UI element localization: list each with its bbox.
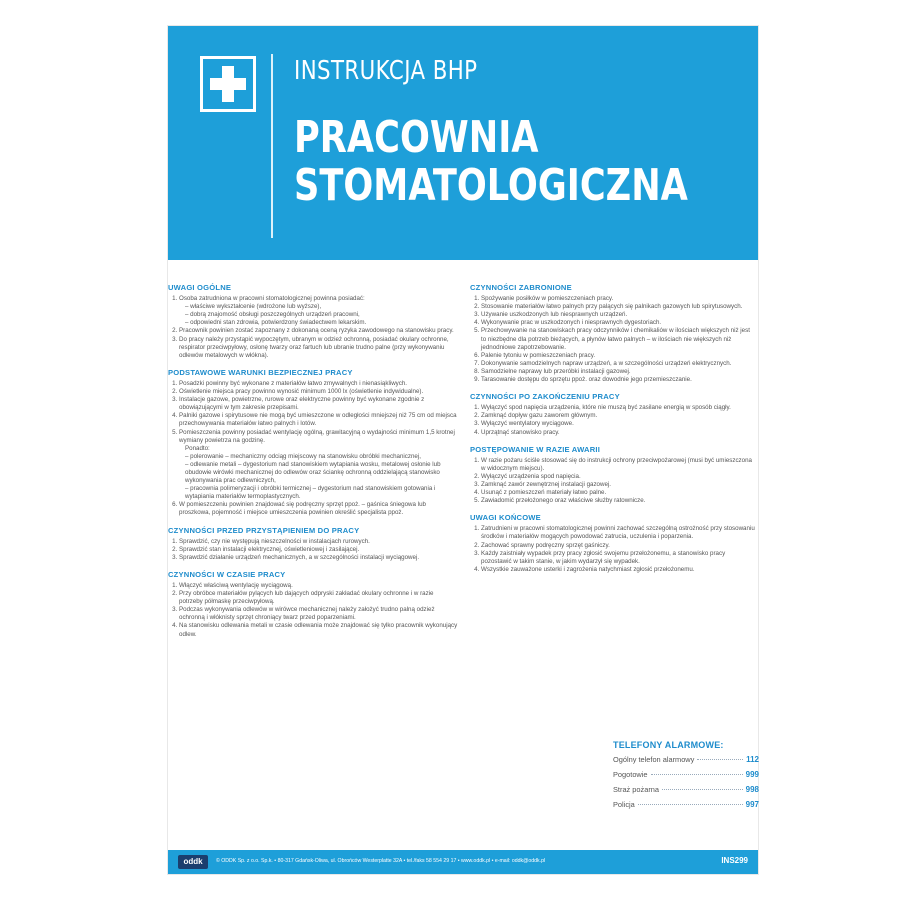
list-item <box>481 497 756 505</box>
list-item-text: Pomieszczenia powinny posiadać wentylację ogólną, grawitacyjną o wydajności minimum 1,5 krotnej wymiany powietrza na godzinę. <box>179 428 455 444</box>
section-list <box>470 295 756 384</box>
list-item-text: Używanie uszkodzonych lub niesprawnych urządzeń. <box>481 311 628 319</box>
list-item <box>179 538 458 546</box>
list-item-text: Stosowanie materiałów łatwo palnych przy palących się palnikach gazowych lub spirytusowych. <box>481 303 743 311</box>
list-item-text: Zamknąć dopływ gazu zaworem głównym. <box>481 412 598 420</box>
list-item-text: – właściwe wykształcenie (wdrożone lub wyższe), <box>185 303 322 311</box>
list-item <box>481 360 756 368</box>
phone-label: Pogotowie <box>613 770 648 779</box>
list-item <box>481 481 756 489</box>
list-item-text: W razie pożaru ściśle stosować się do instrukcji ochrony przeciwpożarowej (musi być umieszczona w widocznym miejscu). <box>481 456 752 472</box>
section-title: PODSTAWOWE WARUNKI BEZPIECZNEJ PRACY <box>168 367 353 377</box>
phone-number[interactable]: 997 <box>745 800 759 809</box>
phone-row <box>613 785 759 794</box>
section-list <box>470 525 756 574</box>
dot-leader <box>638 804 743 805</box>
list-item-text: Uprzątnąć stanowisko pracy. <box>481 428 560 436</box>
section-title: POSTĘPOWANIE W RAZIE AWARII <box>470 444 600 454</box>
list-item-text: Oświetlenie miejsca pracy powinno wynosić minimum 1000 lx (oświetlenie indywidualne). <box>179 388 424 396</box>
section-list <box>470 457 756 506</box>
phone-row <box>613 800 759 809</box>
list-item <box>481 311 756 319</box>
list-item-text: Spożywanie posiłków w pomieszczeniach pracy. <box>481 295 614 303</box>
list-item <box>179 336 458 360</box>
section <box>168 527 458 562</box>
list-item-text: – pracownia polimeryzacji i obróbki termicznej – dygestorium nad stanowiskiem gotowania i wytapiania materiałów termoplastycznych. <box>185 485 436 501</box>
list-item <box>179 582 458 590</box>
list-item-text: – odlewanie metali – dygestorium nad stanowiskiem wytapiania wosku, metalowej osłonie lub obudowie wirówki mechanicznej do odlewów oraz ściankę ochronną oddzielającą stanowisko wykonywania prac odlewniczych, <box>185 460 441 485</box>
dot-leader <box>662 789 743 790</box>
section-list <box>168 380 458 518</box>
list-item <box>179 412 458 428</box>
list-item-text: Do pracy należy przystąpić wypoczętym, ubranym w odzież ochronną, posiadać okulary ochronne, respirator przeciwpyłowy, osłonę twarzy oraz fartuch lub ubranie trudno palne (przy wykonywaniu odlewów metalowych w włókna). <box>179 335 449 359</box>
phone-number[interactable]: 998 <box>745 785 759 794</box>
list-item-text: – dobrą znajomość obsługi poszczególnych urządzeń pracowni, <box>185 311 360 319</box>
phone-label: Straż pożarna <box>613 785 660 794</box>
section <box>470 446 756 506</box>
phones-title: TELEFONY ALARMOWE: <box>613 740 724 750</box>
list-item <box>481 303 756 311</box>
list-item <box>179 554 458 562</box>
header-banner <box>168 26 758 260</box>
phone-number[interactable]: 999 <box>745 770 759 779</box>
section-list <box>470 404 756 436</box>
header-subtitle: INSTRUKCJA BHP <box>294 56 478 86</box>
list-item <box>481 404 756 412</box>
list-item <box>179 327 458 335</box>
list-item <box>179 622 458 638</box>
list-item-text: Osoba zatrudniona w pracowni stomatologicznej powinna posiadać: <box>179 295 365 303</box>
section <box>168 369 458 518</box>
section-list <box>168 538 458 562</box>
list-item <box>481 420 756 428</box>
list-item <box>481 457 756 473</box>
list-item-text: Wyłączyć spod napięcia urządzenia, które nie muszą być zasilane energią w sposób ciągły. <box>481 404 731 412</box>
list-item <box>481 295 756 303</box>
list-item-text: Dokonywanie samodzielnych napraw urządzeń, a w szczególności urządzeń elektrycznych. <box>481 359 732 367</box>
list-item-text: Każdy zaistniały wypadek przy pracy zgłosić swojemu przełożonemu, a stanowisko pracy pozostawić w takim stanie, w jakim wydarzył się wypadek. <box>481 549 726 565</box>
emergency-phones <box>613 740 759 815</box>
section <box>470 514 756 574</box>
list-item-text: Podczas wykonywania odlewów w wirówce mechanicznej należy założyć trudno palną odzież ochronną i włóknisty sprzęt chroniący twarz przed poparzeniami. <box>179 606 435 622</box>
list-item <box>481 566 756 574</box>
right-column <box>470 284 756 583</box>
section <box>168 284 458 360</box>
footer-bar <box>168 850 758 874</box>
list-item <box>179 396 458 412</box>
dot-leader <box>651 774 743 775</box>
list-item <box>179 388 458 396</box>
oddk-logo: oddk <box>178 855 208 869</box>
phone-row <box>613 755 759 764</box>
list-item-text: Wykonywanie prac w uszkodzonych i niesprawnych dygestoriach. <box>481 319 662 327</box>
list-item-text: Na stanowisku odlewania metali w czasie odlewania może znajdować się tylko pracownik wykonujący odlew. <box>179 622 458 638</box>
list-item-text: – polerowanie – mechaniczny odciąg miejscowy na stanowisku obróbki mechanicznej, <box>185 452 421 460</box>
list-item-text: Wszystkie zauważone usterki i zagrożenia natychmiast zgłosić przełożonemu. <box>481 565 695 573</box>
list-item-text: Ponadto: <box>185 444 210 452</box>
list-item <box>481 412 756 420</box>
list-item <box>481 376 756 384</box>
section-title: CZYNNOŚCI PO ZAKOŃCZENIU PRACY <box>470 392 620 402</box>
list-item-text: Zamknąć zawór zewnętrznej instalacji gazowej. <box>481 480 611 488</box>
list-item <box>179 590 458 606</box>
list-item <box>481 525 756 541</box>
list-item-text: Palniki gazowe i spirytusowe nie mogą być umieszczone w odległości mniejszej niż 75 cm od miejsca przechowywania materiałów łatwo palnych i lotów. <box>179 412 457 428</box>
list-item-text: W pomieszczeniu powinien znajdować się podręczny sprzęt ppoż. – gaśnica śniegowa lub proszkowa, pojemność i miejsce umieszczenia powinien określić specjalista ppoż. <box>179 501 426 517</box>
section-list <box>168 295 458 360</box>
header-title-line1: PRACOWNIA <box>294 112 539 163</box>
list-item-text: Zatrudnieni w pracowni stomatologicznej powinni zachować szczególną ostrożność przy stosowaniu środków i materiałów mogących powodować zatrucia, uczulenia i poparzenia. <box>481 525 755 541</box>
phone-label: Policja <box>613 800 635 809</box>
list-item-text: Włączyć właściwą wentylację wyciągową. <box>179 582 293 589</box>
list-item-text: Pracownik powinien zostać zapoznany z dokonaną oceną ryzyka zawodowego na stanowisku pracy. <box>179 327 454 335</box>
list-item-text: Palenie tytoniu w pomieszczeniach pracy. <box>481 351 596 359</box>
list-item <box>179 295 458 327</box>
footer-code: INS299 <box>721 856 748 865</box>
section-title: UWAGI OGÓLNE <box>168 283 232 292</box>
phone-row <box>613 770 759 779</box>
list-item <box>481 550 756 566</box>
list-item <box>179 380 458 388</box>
section-title: CZYNNOŚCI ZABRONIONE <box>470 283 572 292</box>
section <box>470 393 756 436</box>
list-item <box>179 546 458 554</box>
phone-label: Ogólny telefon alarmowy <box>613 755 695 764</box>
list-item <box>481 473 756 481</box>
list-item-text: Samodzielne naprawy lub przeróbki instalacji gazowej. <box>481 367 631 375</box>
header-title <box>294 114 688 210</box>
list-item-text: – odpowiedni stan zdrowia, potwierdzony świadectwem lekarskim. <box>185 319 367 327</box>
list-item <box>179 429 458 502</box>
list-item <box>481 319 756 327</box>
list-item <box>481 327 756 351</box>
bhp-poster <box>168 26 758 874</box>
header-title-line2: STOMATOLOGICZNA <box>294 160 688 211</box>
list-item <box>179 501 458 517</box>
section-list <box>168 582 458 639</box>
list-item-text: Wyłączyć wentylatory wyciągowe. <box>481 420 574 428</box>
list-item <box>481 542 756 550</box>
list-item <box>179 606 458 622</box>
list-item-text: Sprawdzić, czy nie występują nieszczelności w instalacjach rurowych. <box>179 537 370 545</box>
list-item-text: Tarasowanie dostępu do sprzętu ppoż. oraz dowodnie jego przemieszczanie. <box>481 376 692 384</box>
phone-number[interactable]: 112 <box>746 755 759 764</box>
section <box>470 284 756 384</box>
list-item-text: Zachować sprawny podręczny sprzęt gaśniczy. <box>481 541 610 549</box>
section <box>168 571 458 639</box>
list-item <box>481 489 756 497</box>
first-aid-cross-icon <box>200 56 256 112</box>
list-item-text: Zawiadomić przełożonego oraz właściwe służby ratownicze. <box>481 497 646 505</box>
dot-leader <box>697 759 743 760</box>
footer-text: © ODDK Sp. z o.o. Sp.k. • 80-317 Gdańsk-Oliwa, ul. Obrońców Westerplatte 32A • tel./faks 58 554 29 17 • www.oddk.pl • e-mail: oddk@oddk.pl <box>216 858 546 864</box>
list-item-text: Przechowywanie na stanowiskach pracy odczynników i chemikaliów w ilościach większych niż jest to niezbędne dla potrzeb bieżących, a płynów łatwo palnych – w ilościach nie większych niż jednodniowe zapotrzebowanie. <box>481 327 750 351</box>
list-item-text: Sprawdzić działanie urządzeń mechanicznych, a w szczególności instalacji wyciągowej. <box>179 553 420 561</box>
list-item-text: Usunąć z pomieszczeń materiały łatwo palne. <box>481 489 607 497</box>
list-item-text: Przy obróbce materiałów pylących lub dających odpryski zakładać okulary ochronne i w razie potrzeby półmaskę przeciwpyłową. <box>179 590 434 606</box>
list-item-text: Sprawdzić stan instalacji elektrycznej, oświetleniowej i zasilającej. <box>179 545 360 553</box>
list-item-text: Posadzki powinny być wykonane z materiałów łatwo zmywalnych i nienasiąkliwych. <box>179 379 408 387</box>
section-title: CZYNNOŚCI PRZED PRZYSTĄPIENIEM DO PRACY <box>168 525 360 535</box>
list-item-text: Wyłączyć urządzenia spod napięcia. <box>481 472 581 480</box>
left-column <box>168 284 458 648</box>
list-item-text: Instalacje gazowe, powietrzne, rurowe oraz elektryczne powinny być wykonane zgodnie z obowiązującymi w tym zakresie przepisami. <box>179 396 425 412</box>
section-title: UWAGI KOŃCOWE <box>470 513 541 523</box>
list-item <box>481 429 756 437</box>
list-item <box>481 368 756 376</box>
header-divider <box>271 54 273 238</box>
section-title: CZYNNOŚCI W CZASIE PRACY <box>168 569 286 579</box>
list-item <box>481 352 756 360</box>
